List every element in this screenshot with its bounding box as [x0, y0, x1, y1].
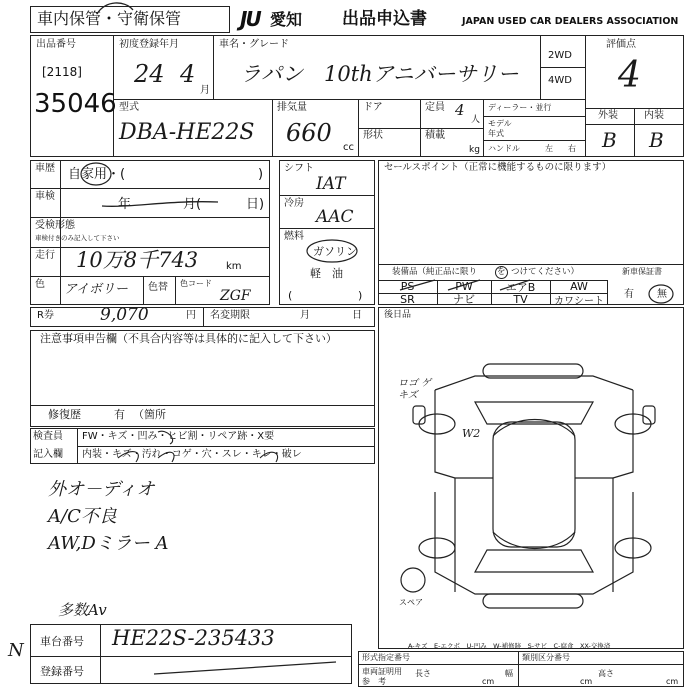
note-line-2: A/C不良 — [48, 506, 117, 527]
fuel-diesel: 軽 油 — [310, 267, 343, 280]
note-line-3: AW,Dミラー A — [48, 533, 169, 554]
car-diagram — [405, 362, 665, 612]
inspection-label: 車検 — [35, 191, 55, 202]
capacity-label: 定員 — [425, 102, 445, 113]
repair-history-has: 有 — [114, 408, 125, 421]
shape-label: 形状 — [363, 130, 383, 141]
spare-tire-icon — [398, 565, 428, 595]
shift-value: IAT — [316, 174, 346, 194]
name-change-deadline-label: 名変期限 — [210, 310, 250, 321]
handle-label: ハンドル — [488, 144, 520, 153]
drive-4wd: 4WD — [548, 75, 572, 86]
acceptance-label: 受検形態 — [35, 220, 75, 231]
displacement-label: 排気量 — [277, 102, 307, 113]
first-registration-month-unit: 月 — [200, 85, 210, 96]
interior-grade-label: 内装 — [644, 110, 664, 121]
repair-history-place: （箇所 — [133, 408, 166, 421]
lot-bracket-number: [2118] — [42, 65, 82, 79]
history-close: ) — [258, 167, 264, 182]
equipment-label: 装備品（純正品に限り — [392, 267, 478, 277]
equipment-tv: TV — [513, 292, 528, 306]
reference-label: 参 考 — [362, 677, 386, 686]
handle-left: 左 — [545, 144, 553, 153]
damage-legend: A-キズ E-エクボ U-凹み W-補修跡 S-サビ C-腐食 XX-交換済 — [408, 642, 611, 650]
storage-tag: 車内保管・守衛保管 — [37, 9, 182, 28]
color-code-label: 色コード — [180, 279, 212, 288]
ac-value: AAC — [316, 207, 354, 227]
equipment-aw: AW — [570, 280, 588, 293]
recycle-label: R券 — [37, 310, 54, 321]
registration-number-label: 登録番号 — [40, 665, 84, 678]
chassis-value: HE22S-235433 — [112, 626, 275, 650]
document-title: 出品申込書 — [342, 9, 427, 29]
logo-text: 愛知 — [270, 10, 303, 29]
length-unit: cm — [482, 677, 495, 686]
sales-point-label: セールスポイント（正常に機能するものに限ります） — [384, 162, 612, 173]
color-change-label: 色替 — [148, 282, 168, 293]
name-change-day: 日 — [352, 310, 362, 321]
lot-label: 出品番号 — [36, 39, 76, 50]
doors-label: ドア — [363, 102, 383, 113]
note-line-1: 外オ－ディオ — [48, 479, 155, 500]
load-label: 積載 — [425, 130, 445, 141]
displacement-value: 660 — [286, 119, 332, 147]
inspection-year: 年 — [118, 197, 132, 212]
equipment-label-tail: つけてください） — [511, 267, 580, 277]
recycle-unit: 円 — [186, 310, 196, 321]
fuel-gasoline: ガソリン — [313, 245, 357, 258]
logo-mark: JU — [240, 7, 260, 31]
first-registration-month: 4 — [180, 60, 196, 88]
width-label: 幅 — [505, 669, 513, 678]
capacity-unit: 人 — [471, 115, 481, 125]
mileage-label: 走行 — [35, 250, 55, 261]
equipment-pw: PW — [455, 280, 473, 293]
vehicle-cert-label: 車両証明用 — [362, 667, 402, 676]
displacement-unit: cc — [343, 142, 354, 153]
equipment-check-marks — [380, 276, 555, 294]
note-line-4: 多数Av — [58, 601, 107, 619]
diagram-note-top: ロゴ ゲ キズ — [398, 378, 432, 401]
fuel-paren-close: ) — [358, 289, 363, 302]
inspector-interior-row: 内装・キズ・汚れ・コゲ・穴・スレ・キレ・破レ — [82, 449, 302, 460]
fuel-gasoline-circle — [304, 238, 360, 264]
diagram-mark-w2: W2 — [462, 427, 481, 440]
inspector-marks — [110, 428, 290, 464]
score-value: 4 — [618, 55, 641, 96]
inspector-entry-label: 記入欄 — [33, 449, 63, 460]
spec-number-label: 形式指定番号 — [362, 653, 410, 662]
inspector-exterior-row: FW・キズ・凹み・ヒビ割・リペア跡・X要 — [82, 431, 275, 442]
fuel-label: 燃料 — [284, 231, 304, 242]
capacity-value: 4 — [455, 101, 465, 119]
color-label: 色 — [35, 279, 45, 290]
model-label: 型式 — [119, 102, 139, 113]
height-label: 高さ — [598, 669, 614, 678]
margin-mark: N — [8, 640, 24, 661]
mileage-value: 10万8千743 — [76, 248, 199, 272]
inspector-label: 検査員 — [33, 431, 63, 442]
history-label: 車歴 — [35, 163, 55, 174]
history-value: 自家用・( — [68, 167, 126, 182]
registration-strike — [150, 660, 340, 680]
recycle-value: 9,070 — [100, 305, 149, 325]
interior-grade-value: B — [649, 128, 664, 152]
lot-number: 35046 — [34, 89, 117, 119]
inspection-day: 日) — [246, 197, 265, 212]
dealer-parallel-label: ディーラー・並行 — [488, 103, 552, 112]
equipment-leather-seat: カワシート — [554, 295, 604, 307]
chassis-label: 車台番号 — [40, 635, 84, 648]
first-registration-year: 24 — [134, 60, 165, 88]
pen-scribble-icon — [95, 0, 135, 30]
width-unit: cm — [580, 677, 593, 686]
caution-label: 注意事項申告欄（不具合内容等は具体的に記入して下さい） — [40, 332, 337, 345]
color-value: アイボリー — [64, 282, 128, 297]
equipment-label-circled: を — [497, 267, 506, 277]
equipment-airbag: エアB — [505, 280, 536, 294]
handle-right: 右 — [568, 144, 576, 153]
shift-label: シフト — [284, 163, 314, 174]
name-change-month: 月 — [300, 310, 310, 321]
acceptance-note: 車検付きのみ記入して下さい — [35, 234, 120, 242]
score-label: 評価点 — [606, 39, 636, 50]
history-circle-mark — [79, 161, 113, 187]
mileage-unit: km — [226, 261, 242, 272]
fuel-paren-open: ( — [288, 289, 293, 302]
ac-label: 冷房 — [284, 198, 304, 209]
inspection-strike — [100, 194, 220, 214]
vehicle-name-label: 車名・グレード — [219, 39, 289, 50]
spare-label: スペア — [399, 598, 423, 607]
equipment-sr: SR — [400, 292, 415, 306]
first-registration-label: 初度登録年月 — [119, 39, 179, 50]
model-year-label-model: モデル — [488, 119, 512, 128]
repair-history-label: 修復歴 — [48, 408, 81, 421]
drive-2wd: 2WD — [548, 50, 572, 61]
exterior-grade-value: B — [602, 128, 617, 152]
document-title-en: JAPAN USED CAR DEALERS ASSOCIATION — [462, 16, 679, 27]
model-year-label-year: 年式 — [488, 129, 504, 138]
load-unit: kg — [469, 145, 480, 155]
equipment-ps: PS — [400, 280, 415, 293]
length-label: 長さ — [415, 669, 431, 678]
warranty-none-circle — [647, 283, 675, 305]
after-date-items-box — [378, 307, 684, 327]
after-date-items-label: 後日品 — [384, 310, 412, 320]
warranty-none: 無 — [657, 289, 667, 300]
model-value: DBA-HE22S — [119, 120, 255, 145]
height-unit: cm — [666, 677, 679, 686]
color-code-value: ZGF — [220, 288, 251, 304]
warranty-label: 新車保証書 — [622, 267, 662, 276]
inspection-month: 月( — [183, 197, 202, 212]
exterior-grade-label: 外装 — [598, 110, 618, 121]
vehicle-name-value: ラパン 10thアニバーサリー — [240, 62, 519, 86]
warranty-yes: 有 — [624, 289, 634, 300]
equipment-navi: ナビ — [453, 293, 475, 306]
class-number-label: 類別区分番号 — [522, 653, 570, 662]
